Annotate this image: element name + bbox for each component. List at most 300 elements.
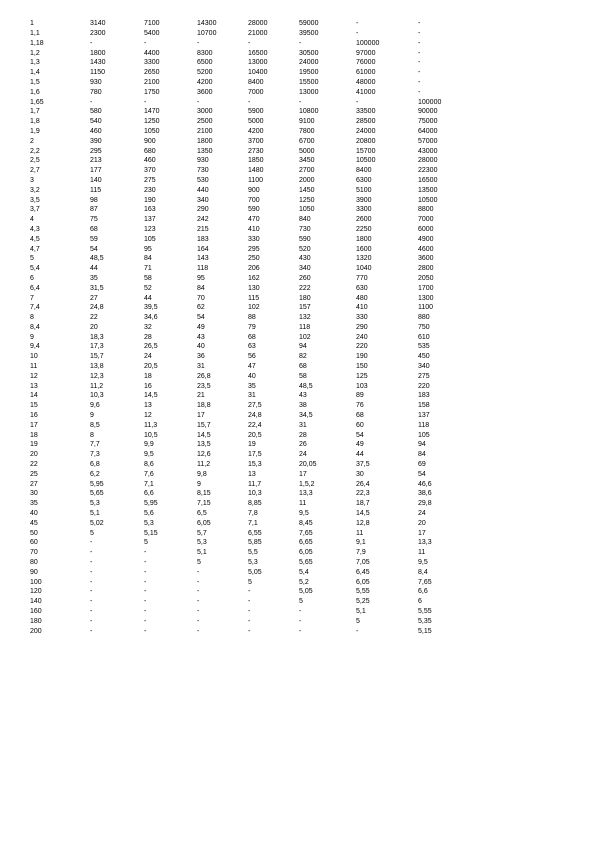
table-cell: 22,3 [356,490,370,498]
table-cell: 16500 [418,176,438,184]
table-cell: 6,2 [90,470,100,478]
table-cell: 900 [248,186,260,194]
table-row [30,372,468,382]
table-cell: 13,8 [90,363,104,371]
table-cell: 215 [197,225,209,233]
table-cell: 1470 [144,108,160,116]
row-key-cell: 3,2 [30,186,40,194]
table-cell: - [144,568,147,576]
row-key-cell: 8 [30,314,34,322]
table-cell: 1800 [90,49,106,57]
table-cell: 9,8 [197,470,207,478]
table-cell: 4200 [248,127,264,135]
table-row [30,98,468,108]
table-cell: 177 [90,167,102,175]
table-cell: 5,2 [299,578,309,586]
row-key-cell: 2 [30,137,34,145]
table-row [30,333,468,343]
table-cell: 54 [197,314,205,322]
table-row [30,450,468,460]
table-cell: 36 [197,353,205,361]
table-cell: 1300 [418,294,434,302]
row-key-cell: 1,3 [30,59,40,67]
table-cell: 5,05 [299,588,313,596]
table-cell: 28000 [418,157,438,165]
table-cell: 4900 [418,235,434,243]
table-cell: 6,65 [299,539,313,547]
table-cell: 183 [418,392,430,400]
table-row [30,215,468,225]
table-cell: - [299,617,302,625]
table-cell: 48,5 [299,382,313,390]
table-row [30,264,468,274]
table-cell: 9,5 [418,559,428,567]
table-cell: 11,2 [197,461,211,469]
table-cell: 3300 [144,59,160,67]
table-cell: 530 [197,176,209,184]
table-cell: 10,3 [248,490,262,498]
table-cell: 190 [356,353,368,361]
table-cell: 105 [144,235,156,243]
table-cell: 20,05 [299,461,317,469]
table-cell: 5,7 [197,529,207,537]
table-cell: 4600 [418,245,434,253]
table-cell: 930 [90,78,102,86]
table-cell: 26,4 [356,480,370,488]
table-cell: 5,1 [90,510,100,518]
table-cell: 5,55 [356,588,370,596]
table-cell: 7,65 [418,578,432,586]
table-row [30,156,468,166]
table-cell: 213 [90,157,102,165]
table-cell: 15700 [356,147,376,155]
table-cell: 7,65 [299,529,313,537]
table-cell: - [90,598,93,606]
table-cell: 840 [299,216,311,224]
table-cell: 8300 [197,49,213,57]
table-cell: 41000 [356,88,376,96]
table-cell: - [144,608,147,615]
table-cell: 535 [418,343,430,351]
table-cell: 5,6 [144,510,154,518]
table-cell: 8 [90,431,94,439]
table-cell: 31 [248,392,256,400]
table-row [30,558,468,568]
table-cell: - [144,588,147,596]
table-cell: 123 [144,225,156,233]
table-cell: 1050 [299,206,315,214]
table-cell: 21 [197,392,205,400]
table-cell: - [144,39,147,47]
table-cell: 6,8 [90,461,100,469]
table-cell: 220 [356,343,368,351]
table-cell: 98 [90,196,98,204]
row-key-cell: 45 [30,519,38,527]
table-cell: 59000 [299,20,319,28]
table-cell: 9,1 [356,539,366,547]
table-cell: 75 [90,216,98,224]
row-key-cell: 1,5 [30,78,40,86]
table-cell: 30 [356,470,364,478]
row-key-cell: 20 [30,451,38,459]
table-cell: 105 [418,431,430,439]
table-cell: 5,3 [90,500,100,508]
table-cell: 8400 [248,78,264,86]
table-cell: - [144,98,147,106]
table-cell: 84 [144,255,152,263]
table-cell: 7,15 [197,500,211,508]
table-cell: 450 [418,353,430,361]
table-cell: 11,7 [248,480,262,488]
table-cell: 9,9 [144,441,154,449]
table-row [30,519,468,529]
table-cell: - [418,29,421,37]
table-cell: 6700 [299,137,315,145]
table-cell: 190 [144,196,156,204]
table-cell: 12 [144,412,152,420]
table-row [30,323,468,333]
table-cell: 68 [90,225,98,233]
table-cell: 1800 [356,235,372,243]
table-cell: - [248,39,251,47]
table-cell: - [90,617,93,625]
table-cell: 49 [356,441,364,449]
row-key-cell: 6 [30,274,34,282]
table-row [30,401,468,411]
table-cell: 290 [197,206,209,214]
table-row [30,617,468,627]
table-cell: 84 [418,451,426,459]
table-cell: 34,5 [299,412,313,420]
table-cell: 70 [197,294,205,302]
table-cell: 590 [248,206,260,214]
table-cell: 162 [248,274,260,282]
table-cell: 5 [197,559,201,567]
table-cell: 5,55 [418,608,432,615]
table-cell: 54 [418,470,426,478]
table-cell: 143 [197,255,209,263]
table-cell: 3140 [90,20,106,28]
table-cell: 89 [356,392,364,400]
table-cell: 23,5 [197,382,211,390]
table-cell: 390 [90,137,102,145]
table-cell: 5,3 [248,559,258,567]
table-cell: 18,3 [90,333,104,341]
table-cell: 1040 [356,265,372,273]
table-cell: 48000 [356,78,376,86]
table-cell: 5,95 [90,480,104,488]
table-cell: 5,15 [144,529,158,537]
table-cell: 118 [299,323,311,331]
table-cell: 38 [299,402,307,410]
table-cell: - [90,627,93,635]
table-row [30,499,468,509]
table-cell: 40 [248,372,256,380]
table-cell: 5,3 [197,539,207,547]
row-key-cell: 7,4 [30,304,40,312]
table-cell: 10,5 [144,431,158,439]
table-cell: 6,05 [299,549,313,557]
table-row [30,489,468,499]
table-row [30,548,468,558]
table-cell: 26,8 [197,372,211,380]
table-cell: 1430 [90,59,106,67]
table-cell: 13000 [299,88,319,96]
table-cell: 130 [248,284,260,292]
table-cell: 15500 [299,78,319,86]
table-cell: 295 [248,245,260,253]
row-key-cell: 12 [30,372,38,380]
table-cell: - [90,608,93,615]
table-cell: - [418,39,421,47]
table-cell: 30500 [299,49,319,57]
table-cell: 140 [90,176,102,184]
table-cell: 2650 [144,69,160,77]
table-row [30,29,468,39]
table-cell: 10500 [356,157,376,165]
table-cell: 17 [197,412,205,420]
table-cell: 68 [248,333,256,341]
table-cell: - [90,539,93,547]
table-cell: 75000 [418,118,438,126]
table-cell: 16500 [248,49,268,57]
table-cell: 7100 [144,20,160,28]
table-cell: 15,7 [90,353,104,361]
table-cell: 132 [299,314,311,322]
table-cell: 84 [197,284,205,292]
table-cell: 14,5 [356,510,370,518]
row-key-cell: 9,4 [30,343,40,351]
row-key-cell: 9 [30,333,34,341]
table-cell: 630 [356,284,368,292]
table-cell: 4400 [144,49,160,57]
table-cell: 17 [418,529,426,537]
table-row [30,597,468,607]
row-key-cell: 60 [30,539,38,547]
table-cell: 6,6 [144,490,154,498]
table-cell: 88 [248,314,256,322]
table-cell: 9 [90,412,94,420]
table-row [30,166,468,176]
table-cell: 150 [356,363,368,371]
table-cell: - [356,98,359,106]
table-cell: 11,3 [144,421,158,429]
row-key-cell: 17 [30,421,38,429]
table-cell: - [90,578,93,586]
table-cell: 17,5 [248,451,262,459]
table-cell: 48,5 [90,255,104,263]
row-key-cell: 16 [30,412,38,420]
table-cell: - [248,627,251,635]
row-key-cell: 90 [30,568,38,576]
table-cell: 157 [299,304,311,312]
table-row [30,431,468,441]
table-cell: 5000 [299,147,315,155]
row-key-cell: 4,3 [30,225,40,233]
table-cell: 6000 [418,225,434,233]
table-cell: 5 [356,617,360,625]
table-cell: 17 [299,470,307,478]
table-cell: 115 [90,186,102,194]
table-cell: 5200 [197,69,213,77]
table-cell: - [90,568,93,576]
table-cell: - [197,578,200,586]
table-cell: 410 [248,225,260,233]
table-cell: 295 [90,147,102,155]
row-key-cell: 1,65 [30,98,44,106]
table-row [30,78,468,88]
table-cell: - [197,608,200,615]
table-cell: - [356,627,359,635]
table-cell: 10500 [418,196,438,204]
table-cell: - [418,88,421,96]
table-cell: 158 [418,402,430,410]
table-cell: 460 [90,127,102,135]
table-row [30,568,468,578]
row-key-cell: 100 [30,578,42,586]
table-cell: 20,5 [248,431,262,439]
row-key-cell: 8,4 [30,323,40,331]
table-cell: 14300 [197,20,217,28]
table-cell: 900 [144,137,156,145]
table-cell: 2600 [356,216,372,224]
table-cell: 28 [299,431,307,439]
table-cell: 470 [248,216,260,224]
table-cell: 95 [144,245,152,253]
table-cell: 275 [144,176,156,184]
table-cell: 19 [248,441,256,449]
row-key-cell: 13 [30,382,38,390]
table-cell: 118 [197,265,209,273]
table-cell: 64000 [418,127,438,135]
table-cell: 206 [248,265,260,273]
row-key-cell: 5 [30,255,34,263]
table-cell: 22 [90,314,98,322]
table-cell: 31 [197,363,205,371]
table-cell: 5,65 [299,559,313,567]
table-cell: 46,6 [418,480,432,488]
table-cell: 5,95 [144,500,158,508]
table-cell: 11 [299,500,307,508]
table-row [30,284,468,294]
table-cell: 7000 [418,216,434,224]
table-row [30,196,468,206]
table-cell: 7,6 [144,470,154,478]
table-cell: 34,6 [144,314,158,322]
table-cell: 220 [418,382,430,390]
table-cell: - [197,39,200,47]
table-cell: 340 [197,196,209,204]
table-cell: - [197,588,200,596]
row-key-cell: 1 [30,20,34,28]
table-cell: - [356,29,359,37]
table-cell: 13000 [248,59,268,67]
table-cell: 59 [90,235,98,243]
table-row [30,342,468,352]
table-row [30,294,468,304]
row-key-cell: 160 [30,608,42,615]
table-row [30,88,468,98]
table-cell: 37,5 [356,461,370,469]
table-cell: - [248,617,251,625]
table-cell: 730 [197,167,209,175]
table-row [30,245,468,255]
table-cell: 79 [248,323,256,331]
table-cell: 40 [197,343,205,351]
table-cell: - [248,98,251,106]
table-cell: 5100 [356,186,372,194]
table-cell: 22,4 [248,421,262,429]
table-cell: 3900 [356,196,372,204]
table-cell: 1850 [248,157,264,165]
table-cell: 7000 [248,88,264,96]
table-cell: 38,6 [418,490,432,498]
table-row [30,107,468,117]
table-row [30,538,468,548]
table-cell: 24000 [299,59,319,67]
table-cell: 250 [248,255,260,263]
row-key-cell: 25 [30,470,38,478]
table-cell: 100000 [418,98,442,106]
table-cell: 480 [356,294,368,302]
table-cell: 125 [356,372,368,380]
table-cell: 94 [418,441,426,449]
table-cell: 1750 [144,88,160,96]
table-cell: 240 [356,333,368,341]
table-cell: 35 [90,274,98,282]
table-cell: - [90,559,93,567]
table-row [30,607,468,617]
table-cell: 2100 [144,78,160,86]
table-cell: 1600 [356,245,372,253]
table-cell: 8,5 [90,421,100,429]
table-cell: 5 [299,598,303,606]
row-key-cell: 1,4 [30,69,40,77]
table-cell: 76 [356,402,364,410]
table-cell: 17,3 [90,343,104,351]
table-cell: 440 [197,186,209,194]
row-key-cell: 1,9 [30,127,40,135]
table-cell: 9 [197,480,201,488]
table-cell: 6300 [356,176,372,184]
table-cell: 31 [299,421,307,429]
table-cell: 1480 [248,167,264,175]
row-key-cell: 6,4 [30,284,40,292]
table-cell: 5,3 [144,519,154,527]
table-row [30,421,468,431]
table-cell: 7,8 [248,510,258,518]
table-cell: 137 [418,412,430,420]
table-cell: 14,5 [144,392,158,400]
row-key-cell: 15 [30,402,38,410]
table-cell: - [90,98,93,106]
table-cell: 1,5,2 [299,480,315,488]
table-cell: 3600 [197,88,213,96]
table-row [30,578,468,588]
row-key-cell: 1,1 [30,29,40,37]
table-cell: 27 [90,294,98,302]
table-cell: 5,65 [90,490,104,498]
table-cell: 61000 [356,69,376,77]
table-cell: 19500 [299,69,319,77]
table-cell: 930 [197,157,209,165]
table-cell: 1800 [197,137,213,145]
table-cell: 2250 [356,225,372,233]
table-row [30,470,468,480]
table-cell: 520 [299,245,311,253]
table-cell: 14,5 [197,431,211,439]
table-cell: 5,85 [248,539,262,547]
